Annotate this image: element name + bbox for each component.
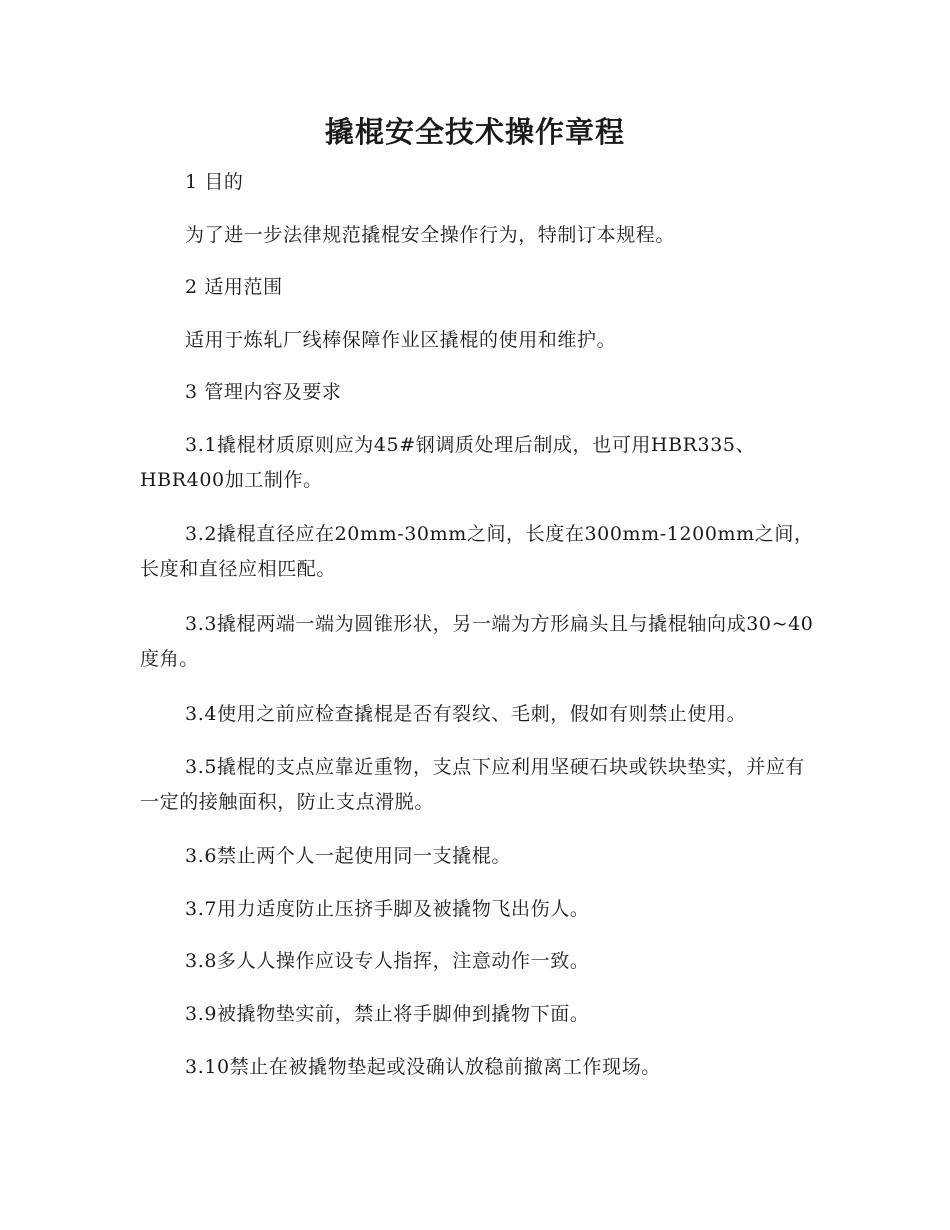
clause-3-8: 3.8多人人操作应设专人指挥，注意动作一致。 [185,950,590,972]
clause-3-10: 3.10禁止在被撬物垫起或没确认放稳前撤离工作现场。 [185,1056,661,1078]
section-heading-requirements: 3 管理内容及要求 [185,381,342,403]
document-title: 撬棍安全技术操作章程 [324,115,625,149]
clause-3-7: 3.7用力适度防止压挤手脚及被撬物飞出伤人。 [185,898,590,920]
clause-3-1: 3.1撬棍材质原则应为45#钢调质处理后制成，也可用HBR335、HBR400加工制作。 [140,434,756,491]
clause-3-6: 3.6禁止两个人一起使用同一支撬棍。 [185,845,512,867]
paragraph-scope: 适用于炼轧厂线棒保障作业区撬棍的使用和维护。 [185,329,617,351]
clause-3-4: 3.4使用之前应检查撬棍是否有裂纹、毛刺，假如有则禁止使用。 [185,703,747,725]
section-heading-purpose: 1 目的 [185,171,244,193]
clause-3-2: 3.2撬棍直径应在20mm-30mm之间，长度在300mm-1200mm之间，长度和直径应相匹配。 [140,523,814,580]
clause-3-3: 3.3撬棍两端一端为圆锥形状，另一端为方形扁头且与撬棍轴向成30~40度角。 [140,613,814,670]
clause-3-5: 3.5撬棍的支点应靠近重物，支点下应利用坚硬石块或铁块垫实，并应有一定的接触面积，防止支点滑脱。 [140,756,806,813]
section-heading-scope: 2 适用范围 [185,276,283,298]
clause-3-9: 3.9被撬物垫实前，禁止将手脚伸到撬物下面。 [185,1003,590,1025]
paragraph-purpose: 为了进一步法律规范撬棍安全操作行为，特制订本规程。 [185,224,676,246]
